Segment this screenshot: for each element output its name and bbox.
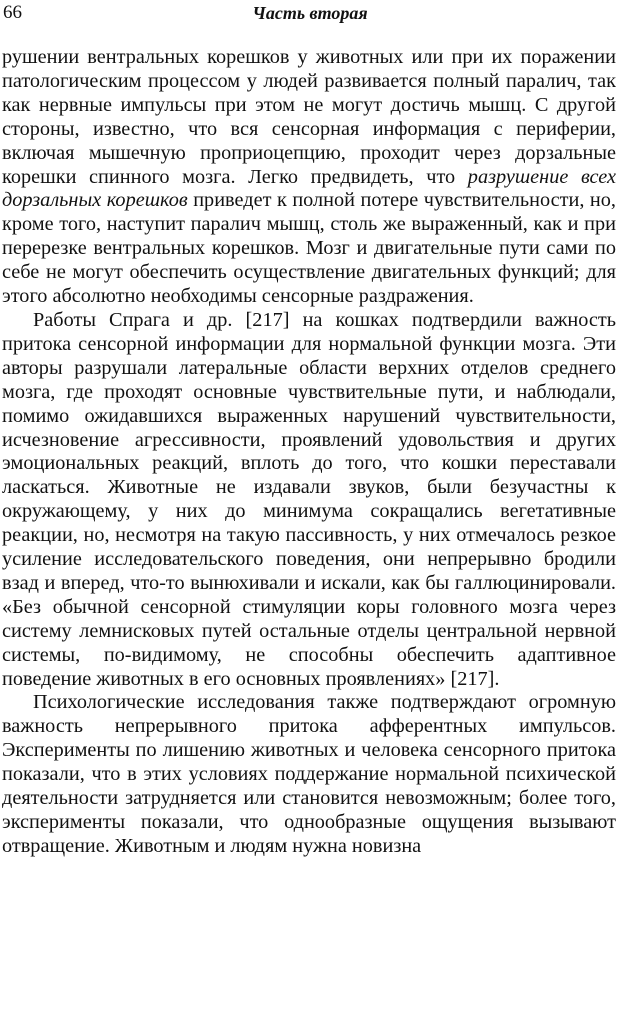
section-title: Часть вторая [252, 3, 368, 23]
paragraph-1-text-start: рушении вентральных корешков у животных или при их поражении патологическим процессом у людей развивается полный паралич, так как нервные импульсы при этом не могут достичь мышц. С другой стороны, известно, что вся сенсорная информация с периферии, включая мышечную проприоцепцию, проходит через дорзальные корешки спинного мозга. Легко предвидеть, что [2, 46, 616, 188]
paragraph-2: Работы Спрага и др. [217] на кошках подтвердили важность притока сенсорной информации для нормальной функции мозга. Эти авторы разрушали латеральные области верхних отделов среднего мозга, где проходят основные чувствительные пути, и наблюдали, помимо ожидавшихся выраженных нарушений чувствительности, исчезновение агрессивности, проявлений удовольствия и других эмоциональных реакций, вплоть до того, что кошки переставали ласкаться. Животные не издавали звуков, были безучастны к окружающему, у них до минимума сокращались вегетативные реакции, но, несмотря на такую пассивность, у них отмечалось резкое усиление исследовательского поведения, они непрерывно бродили взад и вперед, что-то вынюхивали и искали, как бы галлюцинировали. «Без обычной сенсорной стимуляции коры головного мозга через систему лемнисковых путей остальные отделы центральной нервной системы, по-видимому, не способны обеспечить адаптивное поведение животных в его основных проявлениях» [217]. [2, 308, 616, 690]
page-number: 66 [3, 2, 22, 23]
paragraph-1 [2, 46, 616, 309]
running-head [0, 0, 620, 28]
paragraph-1-text-end: приведет к полной потере чувствительности, но, кроме того, наступит паралич мышц, столь же выраженный, как и при перерезке вентральных корешков. Мозг и двигательные пути сами по себе не могут обеспечить осуществление двигательных функций; для этого абсолютно необходимы сенсорные раздражения. [2, 189, 617, 308]
paragraph-3: Психологические исследования также подтверждают огромную важность непрерывного притока афферентных импульсов. Эксперименты по лишению животных и человека сенсорного притока показали, что в этих условиях поддержание нормальной психической деятельности затрудняется или становится невозможным; более того, эксперименты показали, что однообразные ощущения вызывают отвращение. Животным и людям нужна новизна [2, 691, 616, 857]
body-text [2, 46, 616, 859]
paragraph-1-emphasis: разрушение всех дорзальных корешков [2, 165, 616, 212]
